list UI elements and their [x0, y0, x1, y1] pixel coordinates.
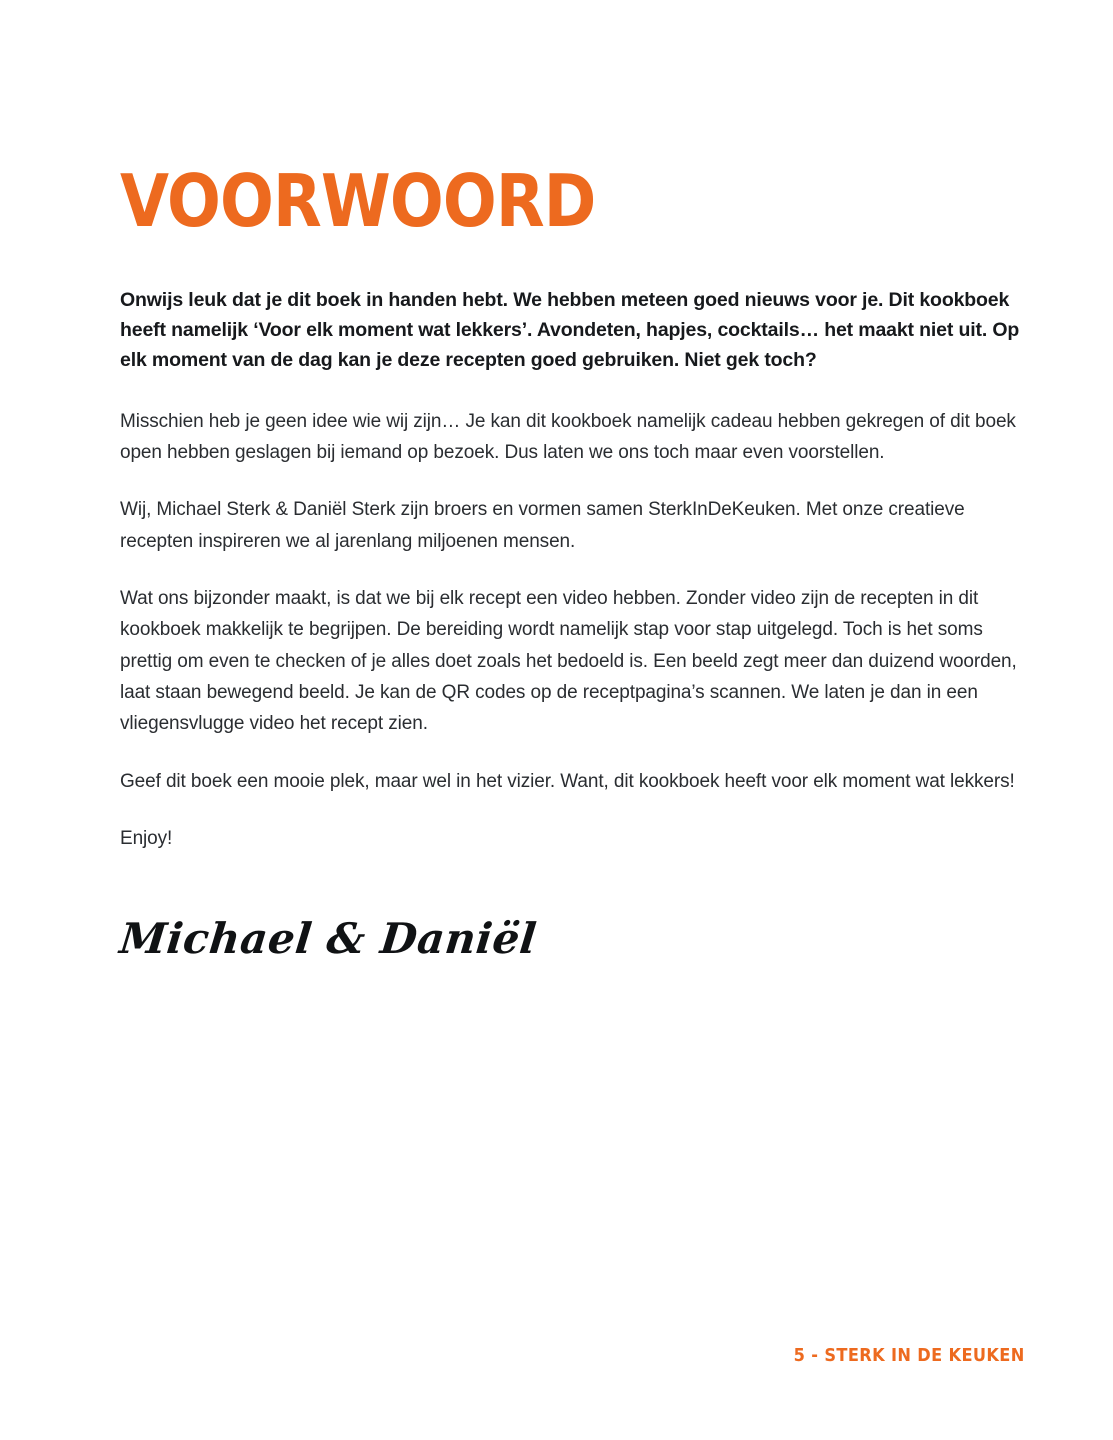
page-title: VOORWOORD [120, 159, 596, 243]
body-paragraph-5: Enjoy! [120, 828, 173, 850]
body-paragraph-3: Wat ons bijzonder maakt, is dat we bij elk recept een video hebben. Zonder video zijn de recepten in dit kookboek makkelijk te begrijpen. De bereiding wordt namelijk stap voor stap uitgelegd. Toch is het soms prettig om even te checken of je alles doet zoals het bedoeld is. Een beeld zegt meer dan duizend woorden, laat staan bewegend beeld. Je kan de QR codes op de receptpagina’s scannen. We laten je dan in een vliegensvlugge video het recept zien. [120, 588, 1017, 735]
page-footer: 5 - STERK IN DE KEUKEN [794, 1345, 1025, 1366]
signature: Michael & Daniël [117, 914, 539, 964]
body-paragraph-4: Geef dit boek een mooie plek, maar wel in het vizier. Want, dit kookboek heeft voor elk moment wat lekkers! [120, 770, 1015, 792]
page-content [117, 159, 1025, 964]
body-paragraph-1: Misschien heb je geen idee wie wij zijn… Je kan dit kookboek namelijk cadeau hebben gekregen of dit boek open hebben geslagen bij iemand op bezoek. Dus laten we ons toch maar even voorstellen. [120, 410, 1016, 463]
lead-paragraph: Onwijs leuk dat je dit boek in handen hebt. We hebben meteen goed nieuws voor je. Dit kookboek heeft namelijk ‘Voor elk moment wat lekkers’. Avondeten, hapjes, cocktails… het maakt niet uit. Op elk moment van de dag kan je deze recepten goed gebruiken. Niet gek toch? [120, 289, 1020, 372]
body-paragraph-2: Wij, Michael Sterk & Daniël Sterk zijn broers en vormen samen SterkInDeKeuken. Met onze creatieve recepten inspireren we al jarenlang miljoenen mensen. [120, 499, 965, 552]
